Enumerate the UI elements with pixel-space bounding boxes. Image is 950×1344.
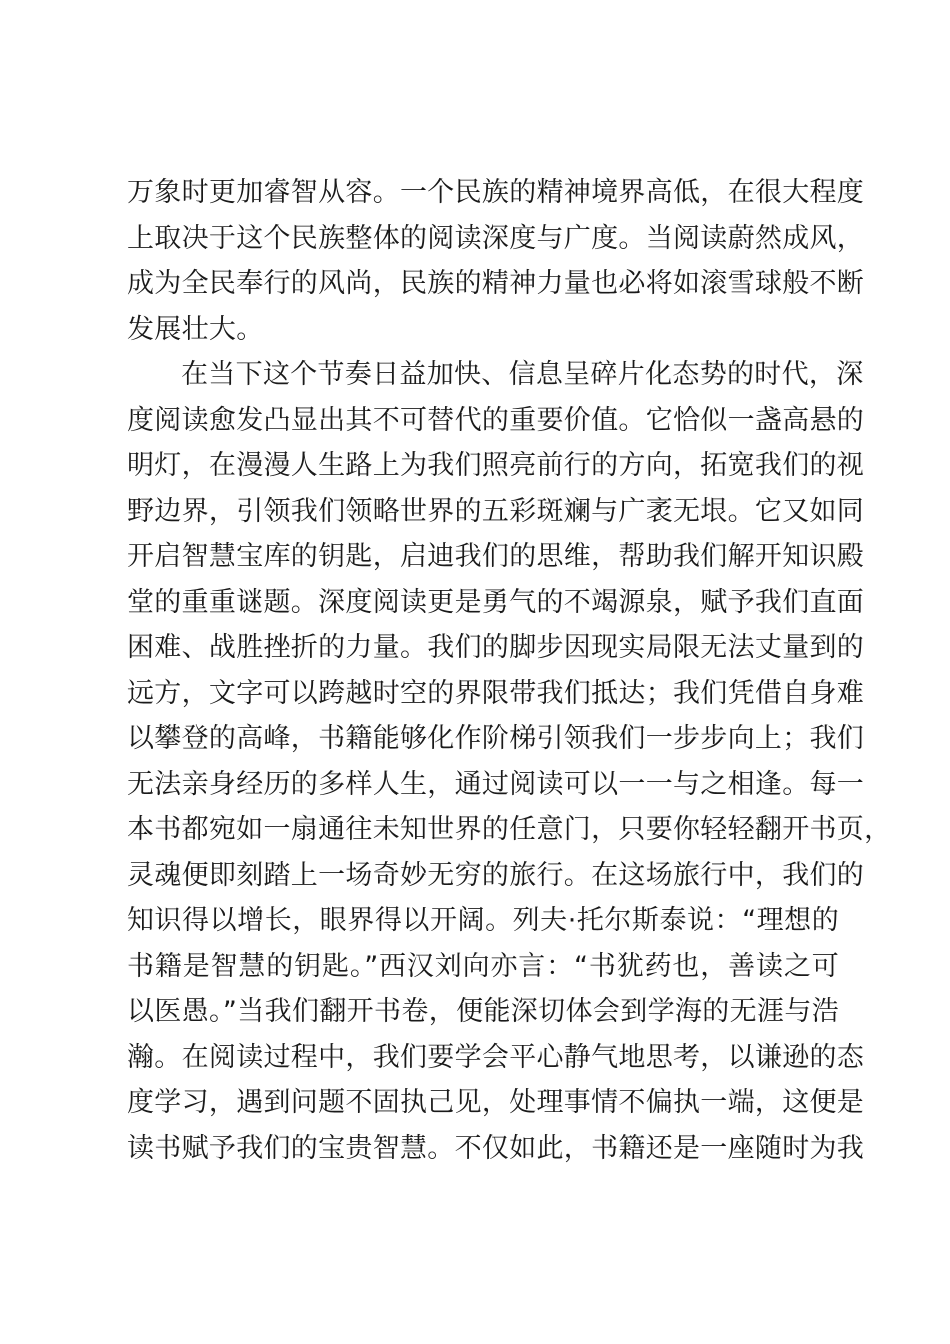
text-line: 野边界，引领我们领略世界的五彩斑斓与广袤无垠。它又如同 bbox=[127, 495, 865, 527]
text-line: 以攀登的高峰，书籍能够化作阶梯引领我们一步步向上；我们 bbox=[127, 723, 865, 754]
text-line: 在当下这个节奏日益加快、信息呈碎片化态势的时代，深 bbox=[181, 359, 864, 390]
text-line: 成为全民奉行的风尚，民族的精神力量也必将如滚雪球般不断 bbox=[127, 268, 865, 299]
text-line: 灵魂便即刻踏上一场奇妙无穷的旅行。在这场旅行中，我们的 bbox=[127, 859, 865, 891]
text-line: 明灯，在漫漫人生路上为我们照亮前行的方向，拓宽我们的视 bbox=[127, 450, 865, 481]
text-line: 堂的重重谜题。深度阅读更是勇气的不竭源泉，赋予我们直面 bbox=[127, 586, 865, 618]
text-line: 上取决于这个民族整体的阅读深度与广度。当阅读蔚然成风， bbox=[127, 222, 865, 254]
text-line: 度学习，遇到问题不固执己见，处理事情不偏执一端，这便是 bbox=[127, 1087, 865, 1118]
text-line: 远方，文字可以跨越时空的界限带我们抵达；我们凭借自身难 bbox=[127, 677, 865, 709]
text-line: 以医愚。”当我们翻开书卷，便能深切体会到学海的无涯与浩 bbox=[127, 996, 839, 1027]
text-line: 读书赋予我们的宝贵智慧。不仅如此，书籍还是一座随时为我 bbox=[127, 1132, 865, 1164]
body-text bbox=[127, 170, 892, 1171]
text-line: 发展壮大。 bbox=[127, 313, 264, 345]
text-line: 书籍是智慧的钥匙。”西汉刘向亦言：“书犹药也，善读之可 bbox=[127, 950, 839, 982]
text-line: 开启智慧宝库的钥匙，启迪我们的思维，帮助我们解开知识殿 bbox=[127, 541, 865, 572]
text-line: 无法亲身经历的多样人生，通过阅读可以一一与之相逢。每一 bbox=[127, 768, 865, 800]
text-line: 知识得以增长，眼界得以开阔。列夫·托尔斯泰说：“理想的 bbox=[127, 905, 839, 936]
text-line: 本书都宛如一扇通往未知世界的任意门，只要你轻轻翻开书页， bbox=[127, 814, 892, 845]
text-line: 万象时更加睿智从容。一个民族的精神境界高低，在很大程度 bbox=[127, 177, 865, 208]
text-line: 困难、战胜挫折的力量。我们的脚步因现实局限无法丈量到的 bbox=[127, 632, 865, 663]
text-line: 度阅读愈发凸显出其不可替代的重要价值。它恰似一盏高悬的 bbox=[127, 404, 865, 436]
text-line: 瀚。在阅读过程中，我们要学会平心静气地思考，以谦逊的态 bbox=[127, 1041, 865, 1073]
